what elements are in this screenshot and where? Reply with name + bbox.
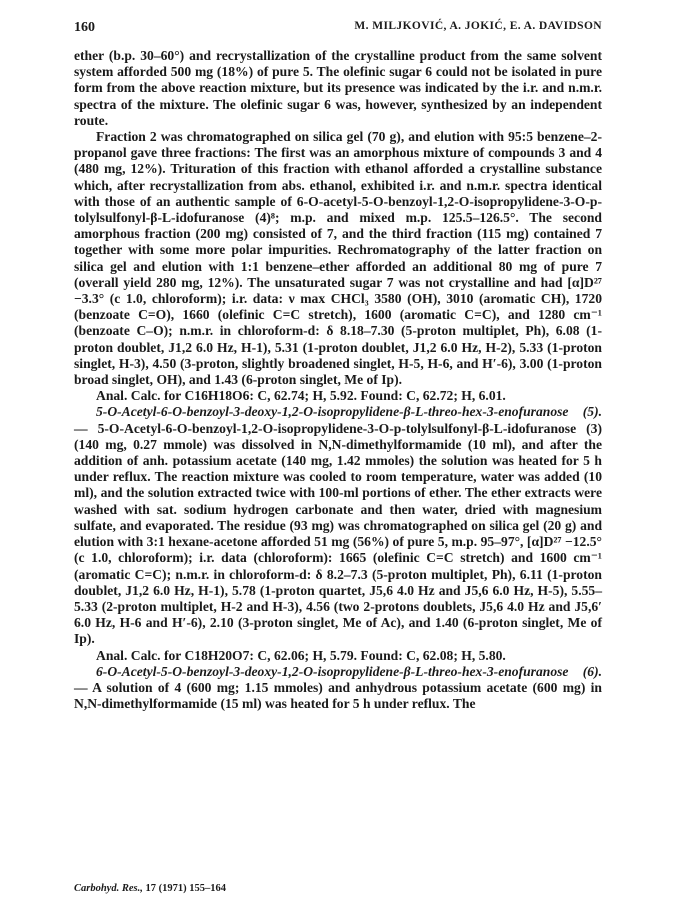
journal-name: Carbohyd. Res.,	[74, 883, 143, 894]
page-number: 160	[74, 20, 95, 35]
page-header	[74, 20, 602, 40]
paragraph-4-text: — A solution of 4 (600 mg; 1.15 mmoles) and anhydrous potassium acetate (600 mg) in N,N-dimethylformamide (15 ml) was heated for 5 h under reflux. The	[74, 679, 602, 712]
article-body	[74, 48, 602, 712]
paragraph-2: Fraction 2 was chromatographed on silica gel (70 g), and elution with 95:5 benzene–2-propanol gave three fractions: The first was an amorphous mixture of compounds 3 and 4 (480 mg, 12%). Trituration of this fraction with ethanol afforded a crystalline substance which, after recrystallization from abs. ethanol, exhibited i.r. and n.m.r. spectra identical with those of an authentic sample of 6-O-acetyl-5-O-benzoyl-1,2-O-isopropylidene-3-O-p-tolylsulfonyl-β-L-idofuranose (4)⁸; m.p. and mixed m.p. 125.5–126.5°. The second amorphous fraction (200 mg) consisted of 7, and the third fraction (115 mg) contained 7 together with some more polar impurities. Rechromatography of the latter fraction on silica gel and elution with 1:1 benzene–ether afforded an additional 80 mg of pure 7 (overall yield 280 mg, 12%). The unsaturated sugar 7 was not crystalline and had [α]D²⁷ −3.3° (c 1.0, chloroform); i.r. data: ν max CHCl₃ 3580 (OH), 3010 (aromatic CH), 1720 (benzoate C=O), 1660 (olefinic C=C stretch), 1600 (aromatic C=C), and 1280 cm⁻¹ (benzoate C–O); n.m.r. in chloroform-d: δ 8.18–7.30 (5-proton multiplet, Ph), 6.08 (1-proton doublet, J1,2 6.0 Hz, H-1), 5.31 (1-proton doublet, J1,2 6.0 Hz, H-2), 5.33 (1-proton singlet, H-3), 4.50 (3-proton, slightly broadened singlet, H-5, H-6, and H′-6), 3.00 (1-proton broad singlet, OH), and 1.43 (6-proton singlet, Me of Ip).	[74, 129, 602, 388]
analysis-1: Anal. Calc. for C16H18O6: C, 62.74; H, 5.92. Found: C, 62.72; H, 6.01.	[96, 388, 506, 404]
paragraph-3-text: — 5-O-Acetyl-6-O-benzoyl-1,2-O-isopropylidene-3-O-p-tolylsulfonyl-β-L-idofuranose (3) (140 mg, 0.27 mmole) was dissolved in N,N-dimethylformamide (10 ml), and after the addition of anh. potassium acetate (140 mg, 1.42 mmoles) the solution was heated for 5 h under reflux. The reaction mixture was cooled to room temperature, water was added (10 ml), and the solution extracted twice with 100-ml portions of ether. The ether extracts were washed with sat. sodium hydrogen carbonate and then water, dried with magnesium sulfate, and evaporated. The residue (93 mg) was chromatographed on silica gel (20 g) and elution with 3:1 hexane-acetone afforded 51 mg (56%) of pure 5, m.p. 95–97°, [α]D²⁷ −12.5° (c 1.0, chloroform); i.r. data (chloroform): 1665 (olefinic C=C stretch) and 1600 cm⁻¹ (aromatic C=C); n.m.r. in chloroform-d: δ 8.2–7.3 (5-proton multiplet, Ph), 6.11 (1-proton doublet, J1,2 6.0 Hz, H-1), 5.78 (1-proton quartet, J5,6 4.0 Hz and J5,6 6.0 Hz, H-5), 5.55–5.33 (2-proton multiplet, H-2 and H-3), 4.56 (two 2-protons doublets, J5,6 4.0 Hz and J5,6′ 6.0 Hz, H-6 and H′-6), 2.10 (3-proton singlet, Me of Ac), and 1.40 (6-proton singlet, Me of Ip).	[74, 420, 602, 647]
page-footer	[74, 883, 226, 894]
paragraph-3	[74, 404, 602, 647]
running-head-authors: M. MILJKOVIĆ, A. JOKIĆ, E. A. DAVIDSON	[354, 20, 602, 32]
journal-citation: 17 (1971) 155–164	[142, 883, 226, 894]
analysis-2: Anal. Calc. for C18H20O7: C, 62.06; H, 5.79. Found: C, 62.08; H, 5.80.	[96, 647, 506, 663]
paragraph-1: ether (b.p. 30–60°) and recrystallization of the crystalline product from the same solvent system afforded 500 mg (18%) of pure 5. The olefinic sugar 6 could not be isolated in pure form from the above reaction mixture, but its presence was indicated by the i.r. and n.m.r. spectra of the mixture. The olefinic sugar 6 was, however, synthesized by an independent route.	[74, 48, 602, 128]
paragraph-4	[74, 664, 602, 713]
compound-5-title: 5-O-Acetyl-6-O-benzoyl-3-deoxy-1,2-O-isopropylidene-β-L-threo-hex-3-enofuranose (5).	[96, 404, 602, 420]
compound-6-title: 6-O-Acetyl-5-O-benzoyl-3-deoxy-1,2-O-isopropylidene-β-L-threo-hex-3-enofuranose (6).	[96, 663, 602, 679]
